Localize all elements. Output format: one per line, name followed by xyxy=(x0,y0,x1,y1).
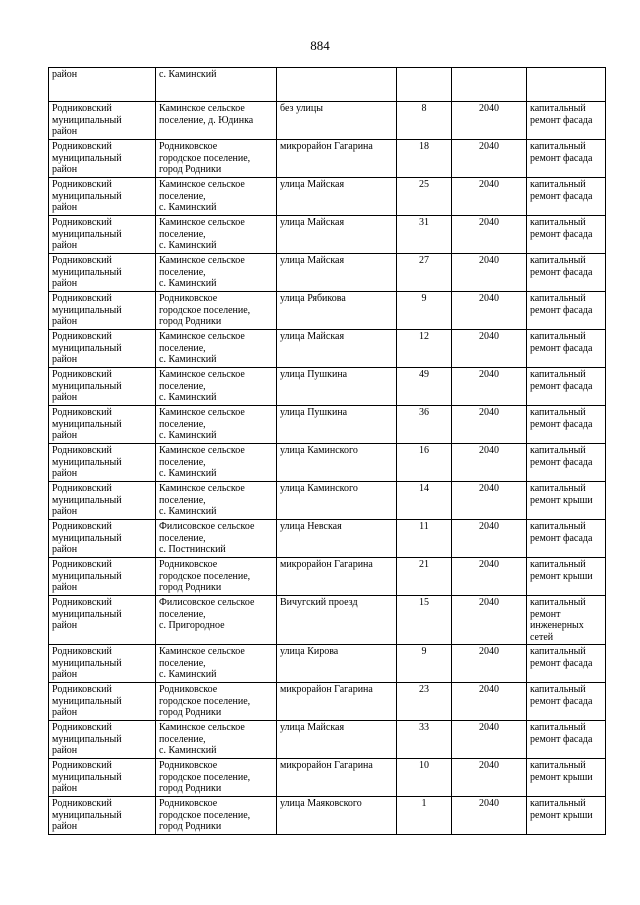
district-cell: Родниковский муниципальный район xyxy=(49,406,156,444)
district-cell: Родниковский муниципальный район xyxy=(49,596,156,645)
work-type-cell: капитальный ремонт фасада xyxy=(527,406,606,444)
table-row xyxy=(49,797,606,835)
settlement-cell: Родниковское городское поселение, город Родники xyxy=(156,797,277,835)
street-cell: улица Рябикова xyxy=(277,292,397,330)
district-cell: Родниковский муниципальный район xyxy=(49,368,156,406)
street-cell: улица Майская xyxy=(277,721,397,759)
work-type-cell: капитальный ремонт фасада xyxy=(527,178,606,216)
settlement-cell: Каминское сельское поселение, с. Каминский xyxy=(156,721,277,759)
district-cell: Родниковский муниципальный район xyxy=(49,645,156,683)
settlement-cell: Филисовское сельское поселение, с. Постнинский xyxy=(156,520,277,558)
work-type-cell: капитальный ремонт фасада xyxy=(527,292,606,330)
table-row xyxy=(49,254,606,292)
settlement-cell: Филисовское сельское поселение, с. Пригородное xyxy=(156,596,277,645)
year-cell: 2040 xyxy=(452,797,527,835)
house-number-cell: 12 xyxy=(397,330,452,368)
page-number: 884 xyxy=(310,38,330,53)
year-cell: 2040 xyxy=(452,444,527,482)
table-row xyxy=(49,759,606,797)
house-number-cell: 33 xyxy=(397,721,452,759)
street-cell: улица Майская xyxy=(277,330,397,368)
house-number-cell: 14 xyxy=(397,482,452,520)
work-type-cell: капитальный ремонт крыши xyxy=(527,482,606,520)
house-number-cell: 25 xyxy=(397,178,452,216)
district-cell: Родниковский муниципальный район xyxy=(49,216,156,254)
district-cell: Родниковский муниципальный район xyxy=(49,759,156,797)
street-cell: микрорайон Гагарина xyxy=(277,759,397,797)
repair-schedule-table xyxy=(48,67,606,835)
house-number-cell: 31 xyxy=(397,216,452,254)
year-cell: 2040 xyxy=(452,520,527,558)
work-type-cell: капитальный ремонт фасада xyxy=(527,254,606,292)
district-cell: Родниковский муниципальный район xyxy=(49,520,156,558)
year-cell: 2040 xyxy=(452,759,527,797)
street-cell: улица Невская xyxy=(277,520,397,558)
year-cell: 2040 xyxy=(452,102,527,140)
table-row xyxy=(49,721,606,759)
settlement-cell: Каминское сельское поселение, с. Каминский xyxy=(156,330,277,368)
settlement-cell: Родниковское городское поселение, город Родники xyxy=(156,683,277,721)
table-row xyxy=(49,216,606,254)
year-cell: 2040 xyxy=(452,596,527,645)
table-row xyxy=(49,596,606,645)
street-cell: улица Кирова xyxy=(277,645,397,683)
year-cell: 2040 xyxy=(452,368,527,406)
settlement-cell: Каминское сельское поселение, с. Каминский xyxy=(156,406,277,444)
street-cell: улица Майская xyxy=(277,216,397,254)
street-cell: микрорайон Гагарина xyxy=(277,558,397,596)
work-type-cell: капитальный ремонт фасада xyxy=(527,216,606,254)
work-type-cell xyxy=(527,68,606,102)
settlement-cell: с. Каминский xyxy=(156,68,277,102)
house-number-cell: 1 xyxy=(397,797,452,835)
settlement-cell: Каминское сельское поселение, с. Каминский xyxy=(156,254,277,292)
year-cell: 2040 xyxy=(452,254,527,292)
district-cell: Родниковский муниципальный район xyxy=(49,797,156,835)
year-cell: 2040 xyxy=(452,406,527,444)
table-row xyxy=(49,444,606,482)
work-type-cell: капитальный ремонт фасада xyxy=(527,444,606,482)
district-cell: район xyxy=(49,68,156,102)
street-cell: улица Каминского xyxy=(277,482,397,520)
table-row xyxy=(49,178,606,216)
year-cell: 2040 xyxy=(452,330,527,368)
table-row xyxy=(49,406,606,444)
table-row xyxy=(49,292,606,330)
district-cell: Родниковский муниципальный район xyxy=(49,140,156,178)
table-row xyxy=(49,330,606,368)
street-cell: Вичугский проезд xyxy=(277,596,397,645)
house-number-cell: 9 xyxy=(397,645,452,683)
settlement-cell: Родниковское городское поселение, город Родники xyxy=(156,759,277,797)
house-number-cell: 11 xyxy=(397,520,452,558)
work-type-cell: капитальный ремонт фасада xyxy=(527,520,606,558)
house-number-cell: 49 xyxy=(397,368,452,406)
settlement-cell: Каминское сельское поселение, с. Каминский xyxy=(156,645,277,683)
district-cell: Родниковский муниципальный район xyxy=(49,292,156,330)
year-cell xyxy=(452,68,527,102)
house-number-cell: 10 xyxy=(397,759,452,797)
district-cell: Родниковский муниципальный район xyxy=(49,102,156,140)
table-row xyxy=(49,558,606,596)
year-cell: 2040 xyxy=(452,178,527,216)
district-cell: Родниковский муниципальный район xyxy=(49,683,156,721)
year-cell: 2040 xyxy=(452,216,527,254)
work-type-cell: капитальный ремонт инженерных сетей xyxy=(527,596,606,645)
year-cell: 2040 xyxy=(452,645,527,683)
street-cell: улица Маяковского xyxy=(277,797,397,835)
work-type-cell: капитальный ремонт крыши xyxy=(527,797,606,835)
table-row xyxy=(49,683,606,721)
work-type-cell: капитальный ремонт фасада xyxy=(527,683,606,721)
work-type-cell: капитальный ремонт крыши xyxy=(527,558,606,596)
district-cell: Родниковский муниципальный район xyxy=(49,482,156,520)
district-cell: Родниковский муниципальный район xyxy=(49,330,156,368)
settlement-cell: Каминское сельское поселение, с. Каминский xyxy=(156,216,277,254)
house-number-cell: 9 xyxy=(397,292,452,330)
table-row-continued xyxy=(49,68,606,102)
house-number-cell: 21 xyxy=(397,558,452,596)
house-number-cell: 27 xyxy=(397,254,452,292)
work-type-cell: капитальный ремонт фасада xyxy=(527,645,606,683)
table-row xyxy=(49,482,606,520)
year-cell: 2040 xyxy=(452,140,527,178)
settlement-cell: Каминское сельское поселение, с. Каминский xyxy=(156,178,277,216)
year-cell: 2040 xyxy=(452,683,527,721)
district-cell: Родниковский муниципальный район xyxy=(49,178,156,216)
street-cell: улица Майская xyxy=(277,178,397,216)
street-cell: без улицы xyxy=(277,102,397,140)
house-number-cell: 15 xyxy=(397,596,452,645)
district-cell: Родниковский муниципальный район xyxy=(49,558,156,596)
street-cell: микрорайон Гагарина xyxy=(277,683,397,721)
street-cell: микрорайон Гагарина xyxy=(277,140,397,178)
house-number-cell: 36 xyxy=(397,406,452,444)
table-row xyxy=(49,645,606,683)
table-row xyxy=(49,520,606,558)
district-cell: Родниковский муниципальный район xyxy=(49,254,156,292)
table-row xyxy=(49,102,606,140)
work-type-cell: капитальный ремонт фасада xyxy=(527,368,606,406)
work-type-cell: капитальный ремонт крыши xyxy=(527,759,606,797)
district-cell: Родниковский муниципальный район xyxy=(49,721,156,759)
year-cell: 2040 xyxy=(452,482,527,520)
year-cell: 2040 xyxy=(452,292,527,330)
house-number-cell: 18 xyxy=(397,140,452,178)
settlement-cell: Каминское сельское поселение, с. Каминский xyxy=(156,444,277,482)
street-cell: улица Майская xyxy=(277,254,397,292)
street-cell xyxy=(277,68,397,102)
street-cell: улица Каминского xyxy=(277,444,397,482)
settlement-cell: Каминское сельское поселение, д. Юдинка xyxy=(156,102,277,140)
settlement-cell: Каминское сельское поселение, с. Каминский xyxy=(156,368,277,406)
settlement-cell: Родниковское городское поселение, город Родники xyxy=(156,292,277,330)
year-cell: 2040 xyxy=(452,558,527,596)
work-type-cell: капитальный ремонт фасада xyxy=(527,721,606,759)
table-row xyxy=(49,140,606,178)
house-number-cell: 23 xyxy=(397,683,452,721)
house-number-cell: 8 xyxy=(397,102,452,140)
work-type-cell: капитальный ремонт фасада xyxy=(527,140,606,178)
district-cell: Родниковский муниципальный район xyxy=(49,444,156,482)
street-cell: улица Пушкина xyxy=(277,406,397,444)
house-number-cell: 16 xyxy=(397,444,452,482)
settlement-cell: Родниковское городское поселение, город Родники xyxy=(156,558,277,596)
settlement-cell: Родниковское городское поселение, город Родники xyxy=(156,140,277,178)
year-cell: 2040 xyxy=(452,721,527,759)
house-number-cell xyxy=(397,68,452,102)
work-type-cell: капитальный ремонт фасада xyxy=(527,330,606,368)
work-type-cell: капитальный ремонт фасада xyxy=(527,102,606,140)
settlement-cell: Каминское сельское поселение, с. Каминский xyxy=(156,482,277,520)
street-cell: улица Пушкина xyxy=(277,368,397,406)
table-row xyxy=(49,368,606,406)
